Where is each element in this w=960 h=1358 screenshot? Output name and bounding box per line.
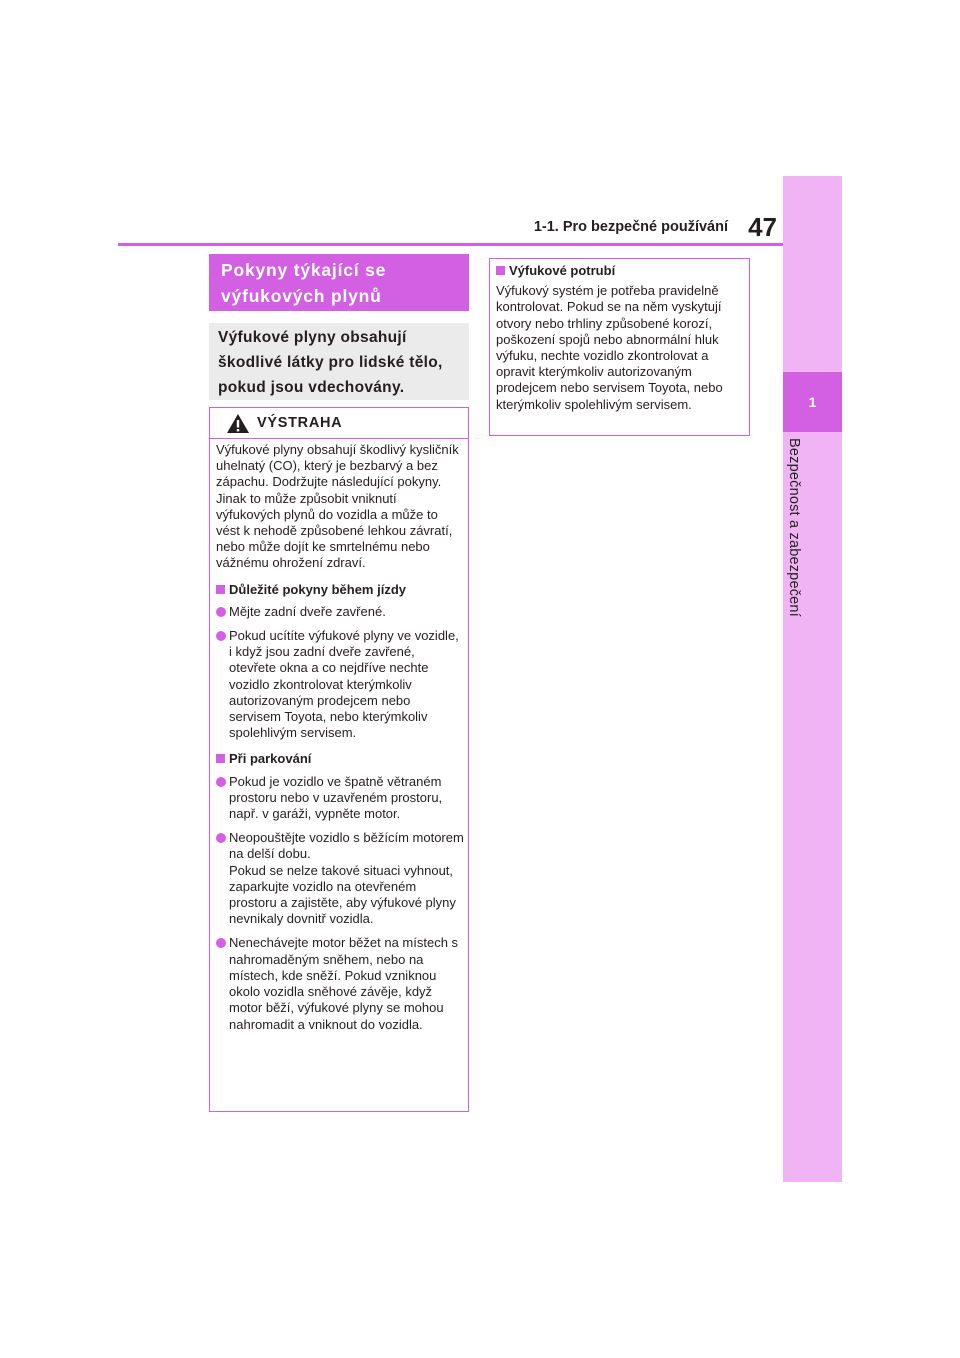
warning-box [209,407,469,1112]
exhaust-pipe-heading: Výfukové potrubí [496,263,743,279]
circle-bullet-icon [216,938,226,948]
list-item: Nenechávejte motor běžet na místech s nahromaděným sněhem, nebo na místech, kde sněží. Pokud vzniknou okolo vozidla sněhové závěje, když motor běží, výfukové plyny se mohou nahromadit a vniknout do vozidla. [216,935,464,1032]
list-item: Pokud je vozidlo ve špatně větraném prostoru nebo v uzavřeném prostoru, např. v garáži, vypněte motor. [216,774,464,823]
circle-bullet-icon [216,607,226,617]
list-item: Neopouštějte vozidlo s běžícím motorem na delší dobu. Pokud se nelze takové situaci vyhnout, zaparkujte vozidlo na otevřeném prostoru a zajistěte, aby výfukové plyny nevnikaly dovnitř vozidla. [216,830,464,927]
warning-triangle-icon [226,413,250,439]
warning-paragraph: Výfukové plyny obsahují škodlivý kysličník uhelnatý (CO), který je bezbarvý a bez zápachu. Dodržujte následující pokyny. [216,442,459,490]
intro-text: Výfukové plyny obsahují škodlivé látky pro lidské tělo, pokud jsou vdechovány. [209,323,469,400]
chapter-label: Bezpečnost a zabezpečení [786,438,802,617]
exhaust-pipe-text: Výfukový systém je potřeba pravidelně kontrolovat. Pokud se na něm vyskytují otvory nebo trhliny způsobené korozí, poškození spojů nebo abnormální hluk výfuku, nechte vozidlo zkontrolovat a opravit kterýmkoliv autorizovaným prodejcem nebo servisem Toyota, nebo kterýmkoliv spolehlivým servisem. [496,283,723,412]
warning-paragraph-2: Jinak to může způsobit vniknutí výfukových plynů do vozidla a může to vést k nehodě způsobené lehkou závratí, nebo může dojít ke smrtelnému nebo vážnému ohrožení zdraví. [216,490,453,571]
header-rule [118,243,783,246]
warning-header [210,408,468,439]
page-number: 47 [748,212,777,242]
warning-title: VÝSTRAHA [257,415,343,431]
section-heading: Pokyny týkající se výfukových plynů [209,254,469,311]
square-bullet-icon [216,754,225,763]
driving-subheading: Důležité pokyny během jízdy [216,582,464,598]
circle-bullet-icon [216,777,226,787]
chapter-side-tab [783,176,842,1182]
square-bullet-icon [216,585,225,594]
circle-bullet-icon [216,833,226,843]
parking-subheading: Při parkování [216,751,464,767]
list-item: Mějte zadní dveře zavřené. [216,604,464,620]
circle-bullet-icon [216,631,226,641]
warning-body [210,439,468,1033]
chapter-number: 1 [783,372,842,432]
square-bullet-icon [496,266,505,275]
exhaust-pipe-box [489,258,750,436]
running-header: 1-1. Pro bezpečné používání [533,219,728,235]
list-item: Pokud ucítíte výfukové plyny ve vozidle, i když jsou zadní dveře zavřené, otevřete okna a co nejdříve nechte vozidlo zkontrolovat kterýmkoliv autorizovaným prodejcem nebo servisem Toyota, nebo kterýmkoliv spolehlivým servisem. [216,628,464,741]
